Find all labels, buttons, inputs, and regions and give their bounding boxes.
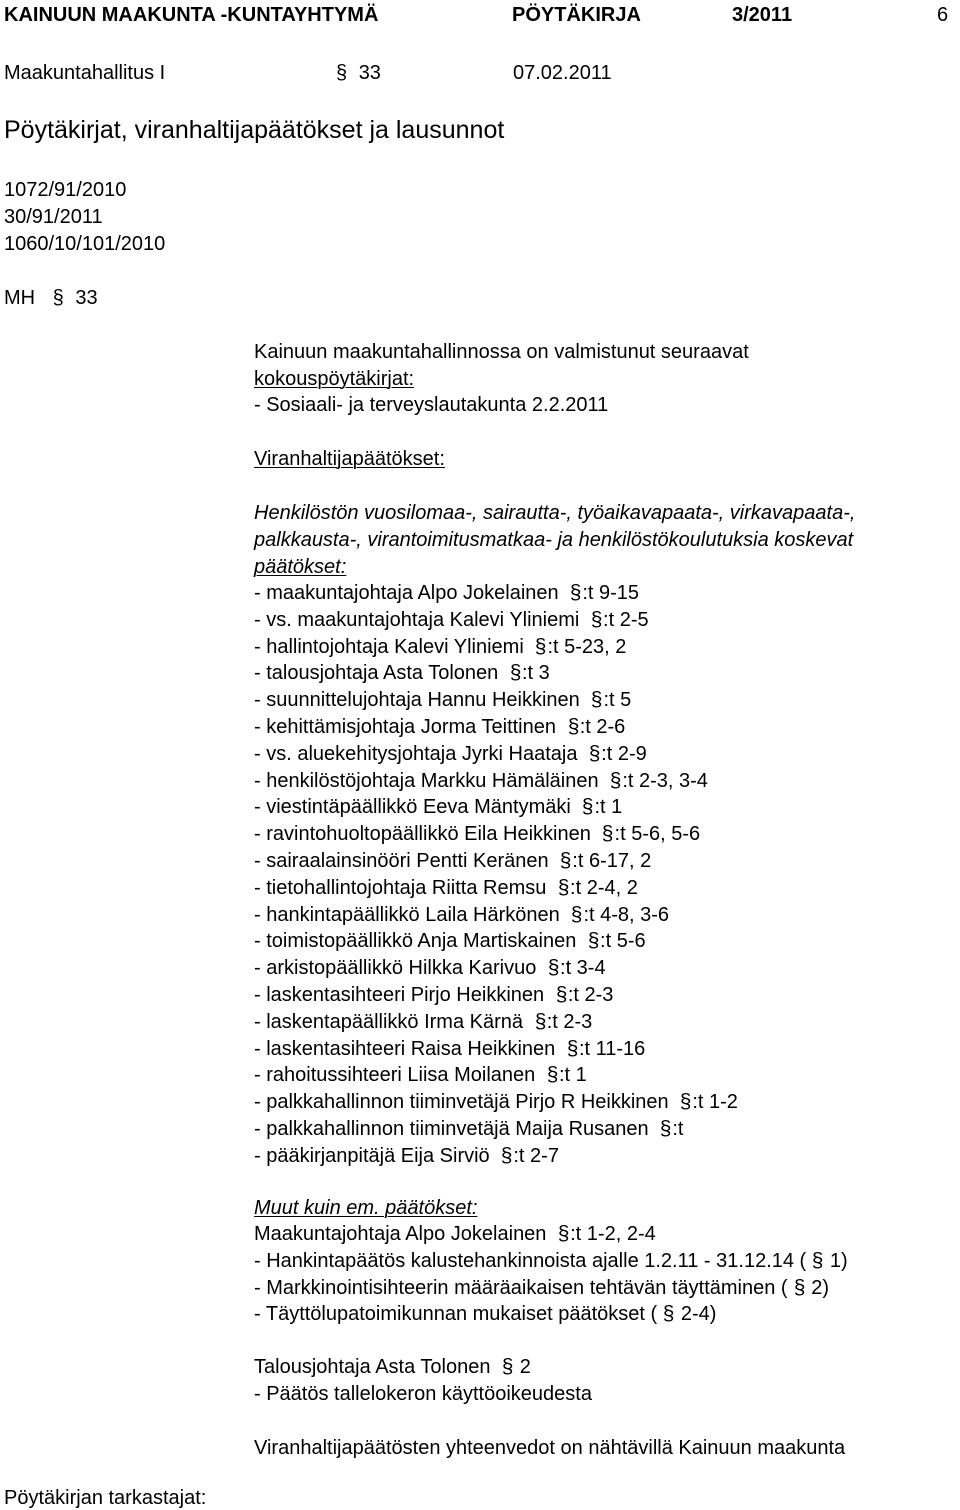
finance-decision-item-text: - Päätös tallelokeron käyttöoikeudesta: [254, 1383, 592, 1405]
decision-item-sections: :t 1: [558, 1064, 587, 1087]
section-sign-icon: §: [52, 287, 64, 309]
other-decision-item: [254, 1249, 848, 1273]
section-sign-icon: §: [793, 1276, 805, 1299]
other-decision-item-sections: 2-4): [675, 1303, 717, 1326]
decision-item: [254, 956, 606, 980]
decision-item-sections: :t 2-3: [567, 984, 614, 1006]
other-decisions-heading: Muut kuin em. päätökset:: [254, 1197, 478, 1219]
section-sign-icon: §: [679, 1091, 692, 1114]
decision-item-text: - suunnittelujohtaja Hannu Heikkinen: [254, 689, 586, 712]
decision-item: [254, 1090, 738, 1114]
other-decision-item-sections: 1): [824, 1249, 848, 1272]
decision-item: [254, 929, 646, 953]
decision-item-sections: :t 2-9: [601, 742, 647, 765]
decisions-heading: Viranhaltijapäätökset:: [254, 448, 445, 470]
section-sign-icon: §: [555, 984, 568, 1006]
section-sign-icon: §: [559, 850, 572, 872]
decision-item-text: - talousjohtaja Asta Tolonen: [254, 662, 504, 685]
decision-item-sections: :t 2-7: [513, 1144, 559, 1167]
reference-number: 1060/10/101/2010: [4, 233, 166, 255]
personnel-heading: palkkausta-, virantoimitusmatkaa- ja henkilöstökoulutuksia koskevat: [254, 529, 854, 551]
decision-item: [254, 822, 700, 846]
decision-item: [254, 635, 626, 659]
decision-item-text: - maakuntajohtaja Alpo Jokelainen: [254, 582, 565, 604]
decision-item-text: - sairaalainsinööri Pentti Keränen: [254, 850, 555, 872]
page-number: 6: [937, 4, 949, 26]
decision-item-text: - vs. aluekehitysjohtaja Jyrki Haataja: [254, 742, 584, 765]
section-sign-icon: §: [582, 796, 594, 819]
decision-item-text: - arkistopäällikkö Hilkka Karivuo: [254, 957, 542, 980]
decision-item: [254, 581, 639, 605]
section-sign-icon: §: [336, 62, 348, 84]
other-decision-item-text: - Täyttölupatoimikunnan mukaiset päätökset (: [254, 1303, 658, 1326]
decision-item: [254, 849, 651, 873]
header-section-ref: [336, 61, 381, 85]
section-sign-icon: §: [566, 1037, 579, 1060]
finance-decision-item: [254, 1382, 592, 1406]
decision-item-sections: :t 2-6: [579, 716, 626, 738]
minutes-item: - Sosiaali- ja terveyslautakunta 2.2.2011: [254, 394, 609, 416]
other-decision-item-sections: 2): [805, 1276, 830, 1299]
decision-item: [254, 715, 625, 739]
decision-item-text: - rahoitussihteeri Liisa Moilanen: [254, 1064, 541, 1087]
decision-item-sections: :t 5-6: [600, 930, 646, 953]
decision-item-sections: :t 3: [521, 662, 550, 685]
reference-number: 1072/91/2010: [4, 179, 127, 201]
section-sign-icon: §: [547, 957, 560, 980]
decision-item-sections: :t 3-4: [560, 957, 606, 980]
section-sign-icon: §: [587, 930, 600, 953]
decision-item: [254, 608, 649, 632]
personnel-heading: päätökset:: [254, 556, 347, 578]
section-number: 33: [358, 62, 381, 84]
decision-item-text: - kehittämisjohtaja Jorma Teittinen: [254, 716, 562, 738]
decision-item-sections: :t 6-17, 2: [572, 850, 652, 872]
decision-item: [254, 903, 669, 927]
document-number: 3/2011: [732, 4, 793, 26]
section-sign-icon: §: [557, 1223, 570, 1245]
finance-decision-item: [254, 1355, 531, 1379]
decision-item-text: - tietohallintojohtaja Riitta Remsu: [254, 876, 552, 899]
meeting-date: 07.02.2011: [513, 62, 612, 84]
document-type: PÖYTÄKIRJA: [512, 4, 641, 26]
decision-item: [254, 688, 631, 712]
section-sign-icon: §: [571, 903, 583, 926]
decision-item: [254, 1037, 645, 1061]
section-sign-icon: §: [501, 1356, 514, 1378]
reference-number: 30/91/2011: [4, 206, 103, 228]
other-decision-item-text: Maakuntajohtaja Alpo Jokelainen: [254, 1223, 552, 1245]
decision-item-text: - ravintohuoltopäällikkö Eila Heikkinen: [254, 823, 597, 846]
decision-item-sections: :t 5-6, 5-6: [614, 823, 701, 846]
decision-item-sections: :t 5-23, 2: [547, 635, 627, 658]
personnel-heading: Henkilöstön vuosilomaa-, sairautta-, työaikavapaata-, virkavapaata-,: [254, 502, 856, 524]
decision-item-sections: :t 2-5: [603, 608, 649, 631]
decision-item: [254, 876, 638, 900]
decision-item-sections: :t 9-15: [582, 582, 640, 604]
decision-item-text: - palkkahallinnon tiiminvetäjä Pirjo R Heikkinen: [254, 1091, 675, 1114]
decision-item: [254, 983, 613, 1007]
decision-item: [254, 661, 550, 685]
decision-item-text: - vs. maakuntajohtaja Kalevi Yliniemi: [254, 608, 585, 631]
section-sign-icon: §: [609, 769, 622, 792]
section-sign-icon: §: [662, 1303, 675, 1326]
decision-item-text: - hankintapäällikkö Laila Härkönen: [254, 903, 566, 926]
decision-item-text: - laskentasihteeri Pirjo Heikkinen: [254, 984, 550, 1006]
section-sign-icon: §: [590, 608, 603, 631]
mh-label: MH: [4, 287, 36, 309]
decision-item-sections: :t 2-3: [546, 1010, 593, 1033]
section-sign-icon: §: [557, 876, 570, 899]
section-sign-icon: §: [659, 1118, 672, 1140]
page-title: Pöytäkirjat, viranhaltijapäätökset ja lausunnot: [4, 116, 505, 144]
decision-item-sections: :t 11-16: [578, 1037, 646, 1060]
decision-item: [254, 1144, 559, 1168]
summary-note: Viranhaltijapäätösten yhteenvedot on nähtävillä Kainuun maakunta: [254, 1437, 846, 1459]
decision-item: [254, 742, 647, 766]
footer-label: Pöytäkirjan tarkastajat:: [4, 1487, 207, 1509]
intro-text: Kainuun maakuntahallinnossa on valmistunut seuraavat: [254, 341, 749, 363]
decision-item-sections: :t 5: [603, 689, 632, 712]
section-sign-icon: §: [569, 582, 582, 604]
decision-item-sections: :t 4-8, 3-6: [583, 903, 670, 926]
decision-item-text: - hallintojohtaja Kalevi Yliniemi: [254, 635, 530, 658]
finance-decision-item-text: Talousjohtaja Asta Tolonen: [254, 1356, 497, 1378]
other-decision-item-text: - Markkinointisihteerin määräaikaisen tehtävän täyttäminen (: [254, 1276, 788, 1299]
decision-item-sections: :t 2-3, 3-4: [622, 769, 708, 792]
other-decision-item: [254, 1276, 829, 1300]
section-sign-icon: §: [567, 716, 579, 738]
section-sign-icon: §: [546, 1064, 559, 1087]
section-sign-icon: §: [591, 689, 603, 712]
section-sign-icon: §: [811, 1249, 824, 1272]
decision-item-text: - toimistopäällikkö Anja Martiskainen: [254, 930, 582, 953]
section-sign-icon: §: [509, 662, 522, 685]
other-decision-item-text: - Hankintapäätös kalustehankinnoista ajalle 1.2.11 - 31.12.14 (: [254, 1249, 807, 1272]
decision-item-text: - pääkirjanpitäjä Eija Sirviö: [254, 1144, 496, 1167]
decision-item: [254, 769, 708, 793]
section-sign-icon: §: [535, 635, 547, 658]
decision-item: [254, 1010, 592, 1034]
decision-item-sections: :t: [672, 1118, 684, 1140]
decision-item-sections: :t 2-4, 2: [570, 876, 638, 899]
decision-item: [254, 1117, 683, 1141]
body-name: Maakuntahallitus I: [4, 62, 166, 84]
other-decision-item-sections: :t 1-2, 2-4: [570, 1223, 656, 1245]
decision-item-sections: :t 1: [594, 796, 623, 819]
section-sign-icon: §: [534, 1010, 546, 1033]
other-decision-item: [254, 1222, 656, 1246]
finance-decision-item-sections: 2: [514, 1356, 531, 1378]
decision-item: [254, 1063, 587, 1087]
decision-item-text: - henkilöstöjohtaja Markku Hämäläinen: [254, 769, 605, 792]
decision-item-text: - viestintäpäällikkö Eeva Mäntymäki: [254, 796, 577, 819]
decision-item: [254, 795, 622, 819]
section-sign-icon: §: [602, 823, 614, 846]
mh-section-ref: [4, 286, 98, 310]
decision-item-sections: :t 1-2: [692, 1091, 738, 1114]
mh-number: 33: [75, 287, 98, 309]
decision-item-text: - laskentasihteeri Raisa Heikkinen: [254, 1037, 561, 1060]
decision-item-text: - laskentapäällikkö Irma Kärnä: [254, 1010, 529, 1033]
section-sign-icon: §: [588, 742, 601, 765]
other-decision-item: [254, 1302, 716, 1326]
organization-name: KAINUUN MAAKUNTA -KUNTAYHTYMÄ: [4, 4, 379, 26]
section-sign-icon: §: [500, 1144, 513, 1167]
minutes-heading: kokouspöytäkirjat:: [254, 368, 415, 390]
decision-item-text: - palkkahallinnon tiiminvetäjä Maija Rusanen: [254, 1118, 655, 1140]
